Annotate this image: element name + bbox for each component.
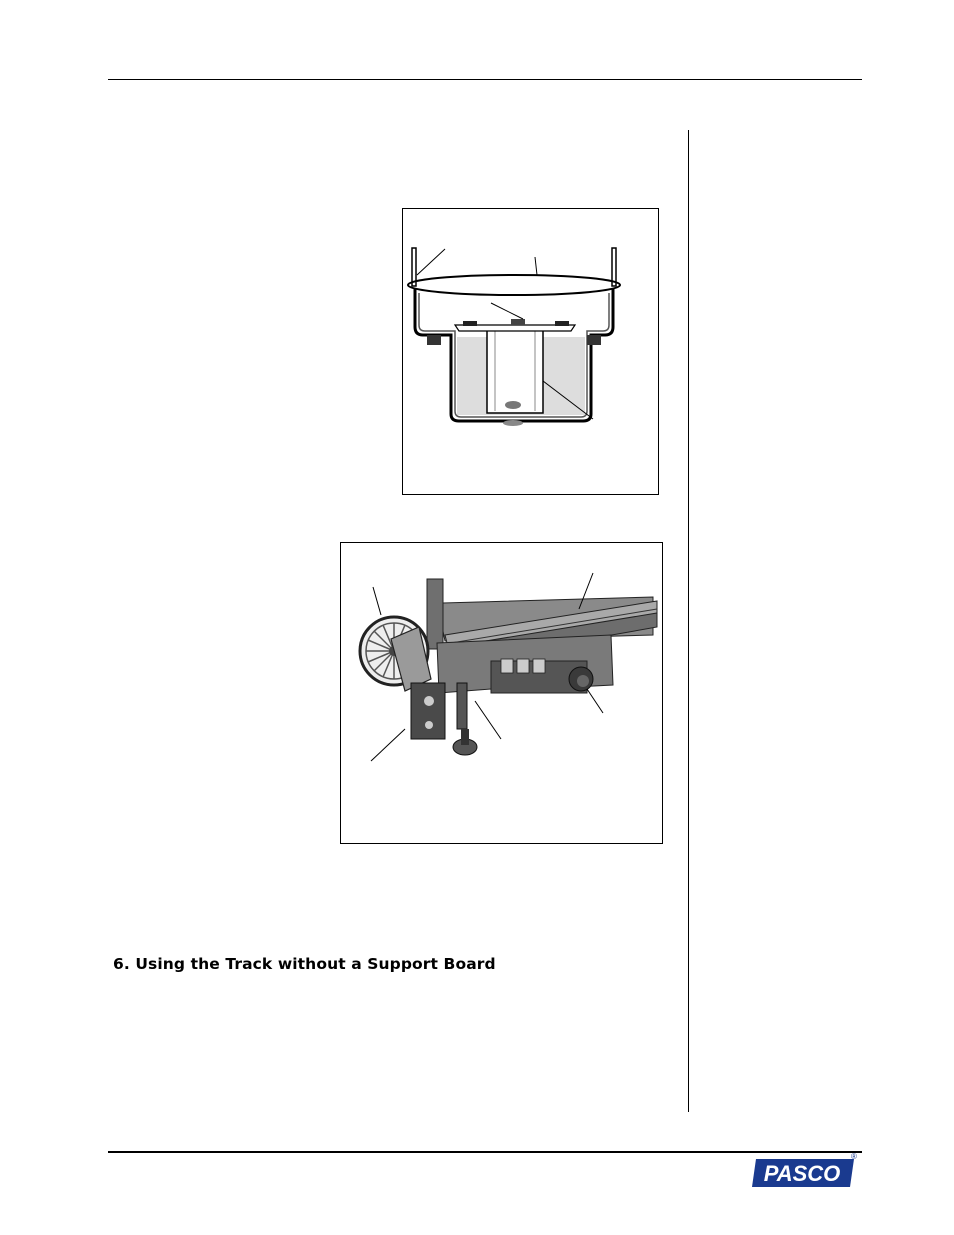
footer-rule <box>108 1151 862 1153</box>
registered-mark: ® <box>851 1152 857 1161</box>
section-heading: 6. Using the Track without a Support Board <box>113 955 496 973</box>
cup-cross-section-illustration <box>403 209 658 494</box>
logo-text: PASCO <box>763 1161 841 1186</box>
figure-cup-cross-section <box>402 208 659 495</box>
pasco-logo <box>752 1152 858 1189</box>
header-rule <box>108 79 862 80</box>
figure-track-end-pulley <box>340 542 663 844</box>
track-end-pulley-illustration <box>341 543 662 843</box>
sidebar-divider <box>688 130 689 1112</box>
pasco-logo-mark <box>752 1157 858 1189</box>
